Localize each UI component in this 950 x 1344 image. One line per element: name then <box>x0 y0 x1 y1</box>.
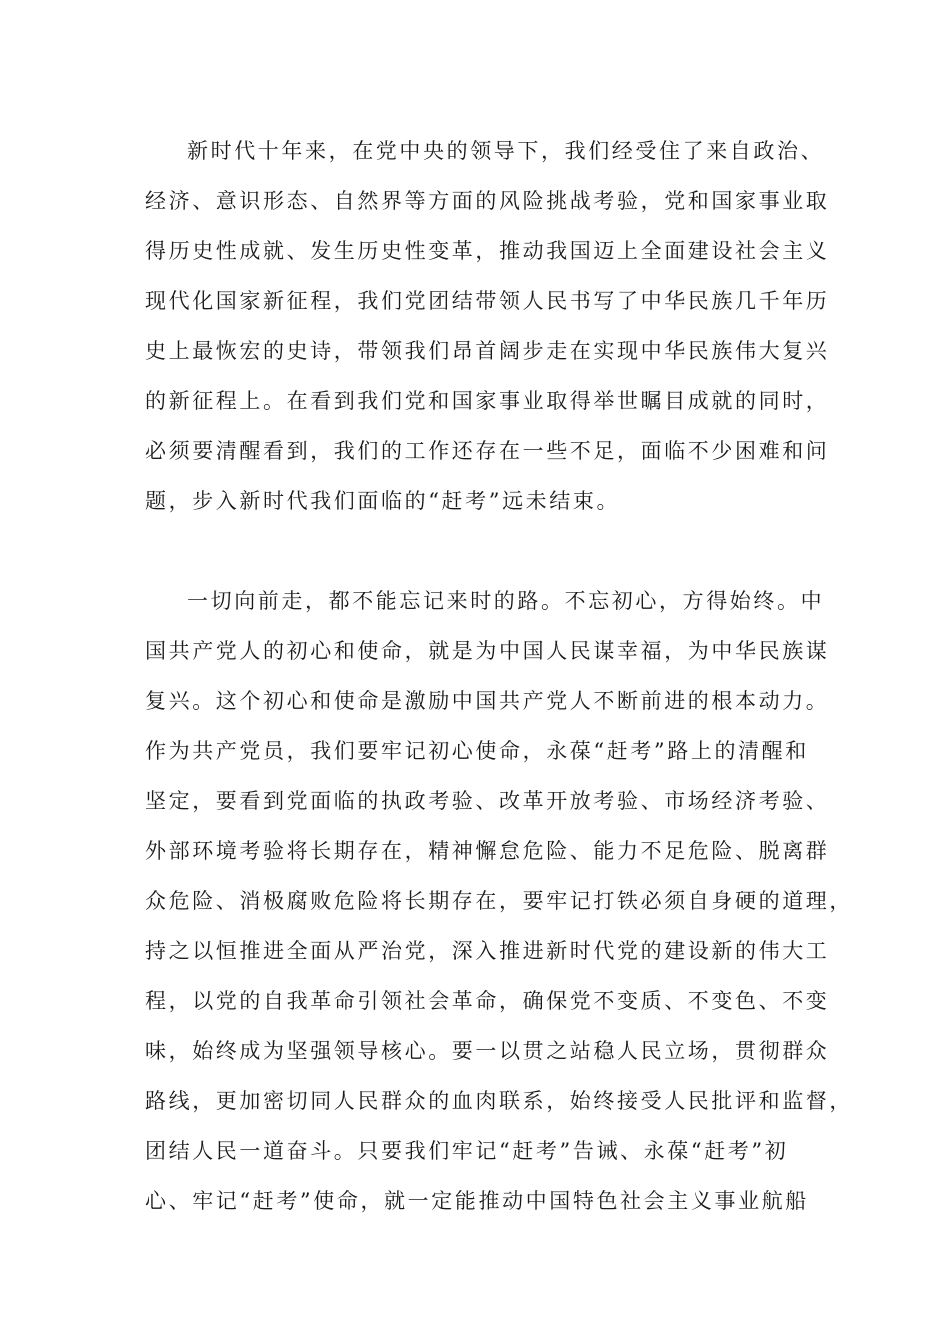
text-line: 团结人民一道奋斗。只要我们牢记“赶考”告诫、永葆“赶考”初 <box>145 1139 789 1163</box>
text-line: 史上最恢宏的史诗，带领我们昂首阔步走在实现中华民族伟大复兴 <box>145 339 830 363</box>
text-line: 经济、意识形态、自然界等方面的风险挑战考验，党和国家事业取 <box>145 189 830 213</box>
text-line: 现代化国家新征程，我们党团结带领人民书写了中华民族几千年历 <box>145 289 830 313</box>
paragraph-2 <box>145 576 853 1226</box>
text-line: 众危险、消极腐败危险将长期存在，要牢记打铁必须自身硬的道理， <box>145 889 853 913</box>
text-line: 国共产党人的初心和使命，就是为中国人民谋幸福，为中华民族谋 <box>145 639 830 663</box>
text-line: 持之以恒推进全面从严治党，深入推进新时代党的建设新的伟大工 <box>145 939 830 963</box>
text-line: 心、牢记“赶考”使命，就一定能推动中国特色社会主义事业航船 <box>145 1189 809 1213</box>
text-line: 坚定，要看到党面临的执政考验、改革开放考验、市场经济考验、 <box>145 789 830 813</box>
text-line: 一切向前走，都不能忘记来时的路。不忘初心，方得始终。中 <box>187 589 825 613</box>
paragraph-1 <box>145 126 830 526</box>
text-line: 新时代十年来，在党中央的领导下，我们经受住了来自政治、 <box>187 139 825 163</box>
text-line: 程，以党的自我革命引领社会革命，确保党不变质、不变色、不变 <box>145 989 830 1013</box>
text-line: 的新征程上。在看到我们党和国家事业取得举世瞩目成就的同时， <box>145 389 830 413</box>
text-line: 得历史性成就、发生历史性变革，推动我国迈上全面建设社会主义 <box>145 239 830 263</box>
text-line: 味，始终成为坚强领导核心。要一以贯之站稳人民立场，贯彻群众 <box>145 1039 830 1063</box>
text-line: 外部环境考验将长期存在，精神懈怠危险、能力不足危险、脱离群 <box>145 839 830 863</box>
text-line: 题，步入新时代我们面临的“赶考”远未结束。 <box>145 489 621 513</box>
text-line: 必须要清醒看到，我们的工作还存在一些不足，面临不少困难和问 <box>145 439 830 463</box>
text-line: 路线，更加密切同人民群众的血肉联系，始终接受人民批评和监督， <box>145 1089 853 1113</box>
text-line: 复兴。这个初心和使命是激励中国共产党人不断前进的根本动力。 <box>145 689 830 713</box>
text-line: 作为共产党员，我们要牢记初心使命，永葆“赶考”路上的清醒和 <box>145 739 809 763</box>
